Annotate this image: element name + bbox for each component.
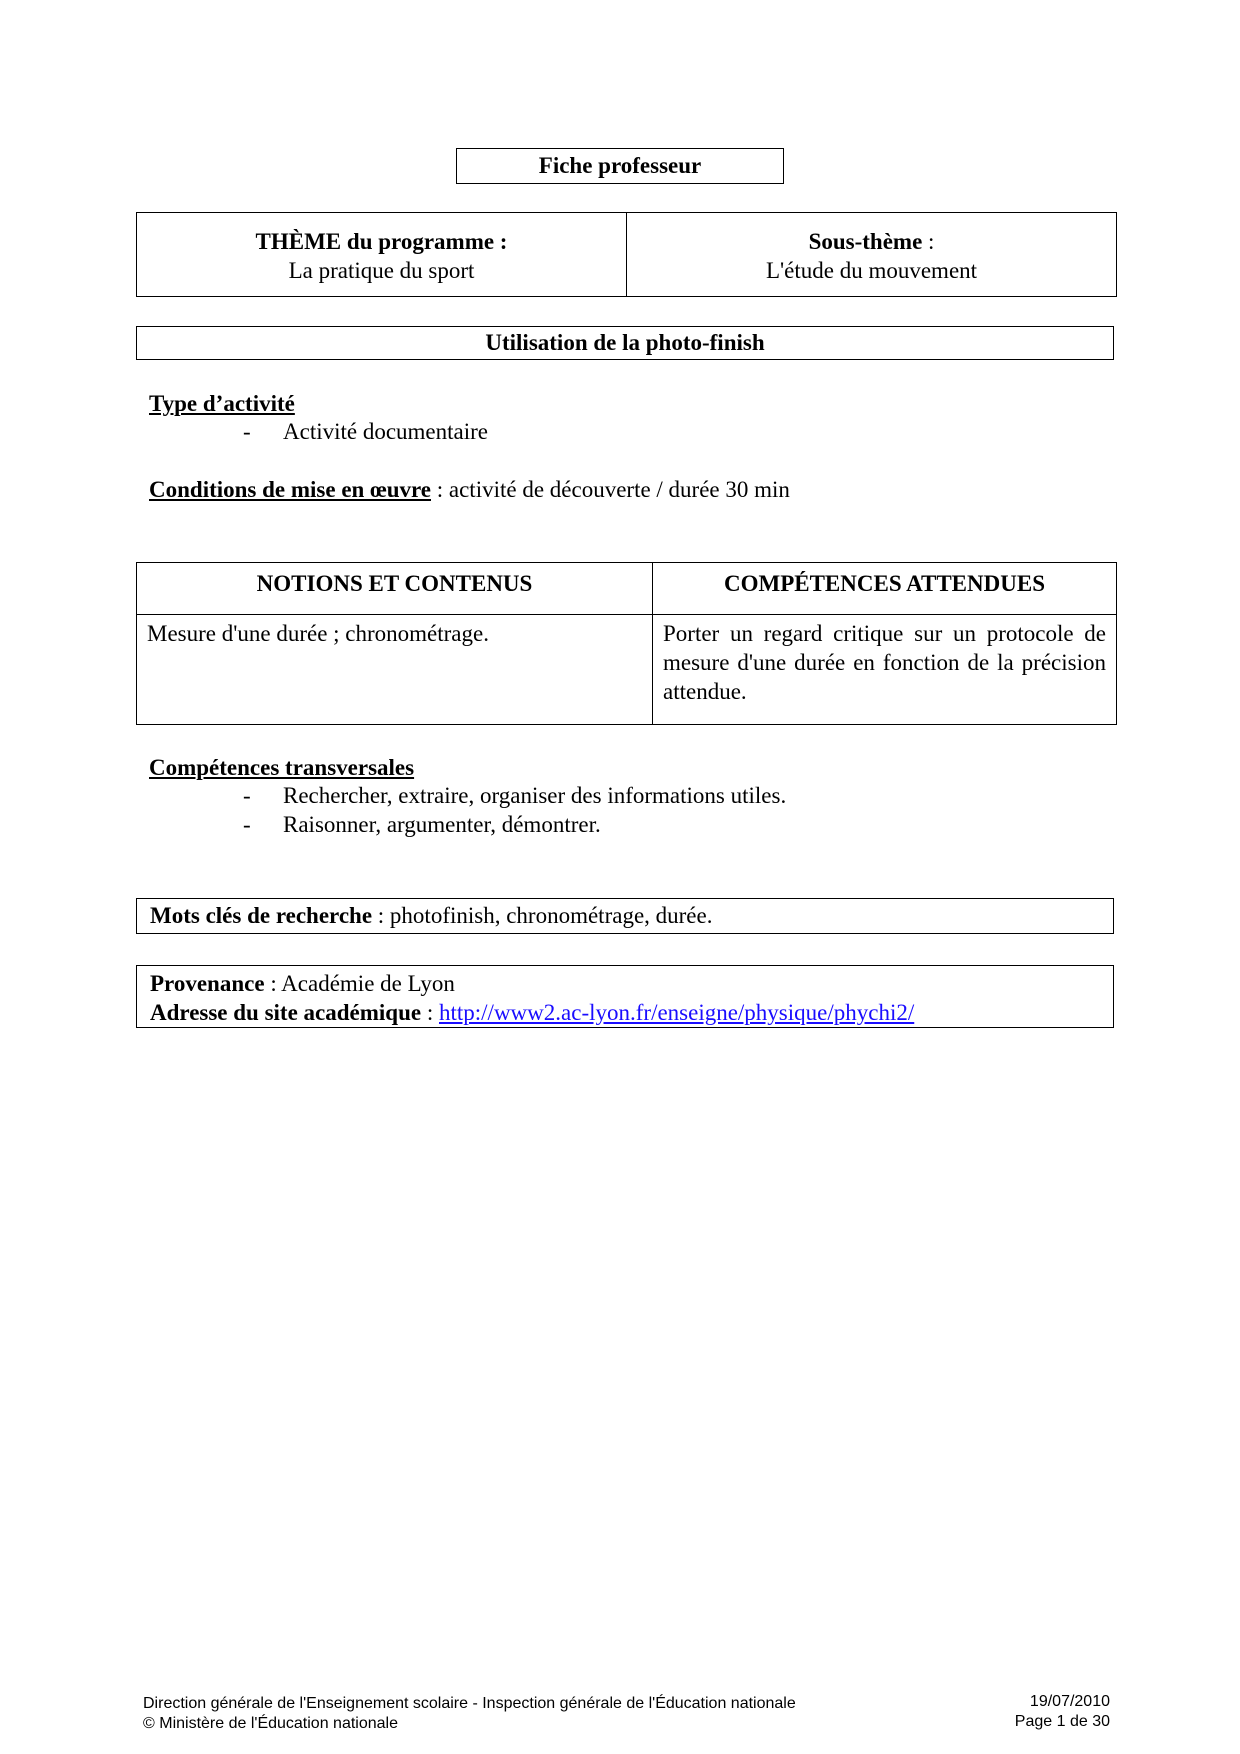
- subtheme-label: Sous-thème: [808, 229, 923, 254]
- notions-competences-table: [136, 562, 1117, 725]
- mots-cles-label: Mots clés de recherche: [150, 903, 373, 928]
- bullet-dash: -: [243, 419, 251, 444]
- site-separator: :: [421, 1000, 439, 1025]
- theme-cell: [137, 213, 627, 297]
- provenance-line: [150, 969, 1113, 998]
- site-line: [150, 998, 1113, 1027]
- theme-label: THÈME du programme :: [255, 229, 508, 254]
- competences-cell: Porter un regard critique sur un protocole de mesure d'une durée en fonction de la précision attendue.: [653, 615, 1117, 725]
- footer-line-2: © Ministère de l'Éducation nationale: [143, 1715, 398, 1732]
- provenance-box: [136, 965, 1114, 1028]
- type-activite-item-text: Activité documentaire: [283, 419, 489, 444]
- theme-table: [136, 212, 1117, 297]
- footer-right: [988, 1692, 1110, 1732]
- conditions-value: : activité de découverte / durée 30 min: [431, 477, 790, 502]
- mots-cles-box: [136, 898, 1114, 934]
- subtheme-cell: [627, 213, 1117, 297]
- site-link[interactable]: http://www2.ac-lyon.fr/enseigne/physique/phychi2/: [439, 1000, 915, 1025]
- notions-cell: Mesure d'une durée ; chronométrage.: [137, 615, 653, 725]
- subtheme-value: L'étude du mouvement: [765, 258, 978, 283]
- conditions-line: [149, 475, 790, 504]
- footer-date: 19/07/2010: [1029, 1693, 1110, 1710]
- subtheme-separator: :: [922, 229, 935, 254]
- table-header-row: [137, 563, 1117, 615]
- header-competences: COMPÉTENCES ATTENDUES: [653, 563, 1117, 615]
- mots-cles-value: : photofinish, chronométrage, durée.: [372, 903, 713, 928]
- activity-title: Utilisation de la photo-finish: [136, 326, 1114, 360]
- competences-transversales-heading: Compétences transversales: [149, 755, 415, 780]
- table-row: [137, 615, 1117, 725]
- list-item-text: Raisonner, argumenter, démontrer.: [283, 812, 601, 837]
- site-label: Adresse du site académique: [150, 1000, 422, 1025]
- footer-line-1: Direction générale de l'Enseignement scolaire - Inspection générale de l'Éducation nationale: [143, 1695, 796, 1712]
- provenance-value: : Académie de Lyon: [264, 971, 455, 996]
- subtheme-heading: [628, 227, 1115, 256]
- theme-row: [137, 213, 1117, 297]
- theme-value: La pratique du sport: [288, 258, 475, 283]
- conditions-label: Conditions de mise en œuvre: [149, 477, 431, 502]
- provenance-label: Provenance: [150, 971, 265, 996]
- header-notions: NOTIONS ET CONTENUS: [137, 563, 653, 615]
- bullet-dash: -: [243, 812, 251, 837]
- list-item-text: Rechercher, extraire, organiser des informations utiles.: [283, 783, 787, 808]
- bullet-dash: -: [243, 783, 251, 808]
- footer-left: [143, 1694, 796, 1734]
- footer-page-number: Page 1 de 30: [1014, 1713, 1110, 1730]
- document-title: Fiche professeur: [456, 148, 784, 184]
- type-activite-heading: Type d’activité: [149, 391, 295, 416]
